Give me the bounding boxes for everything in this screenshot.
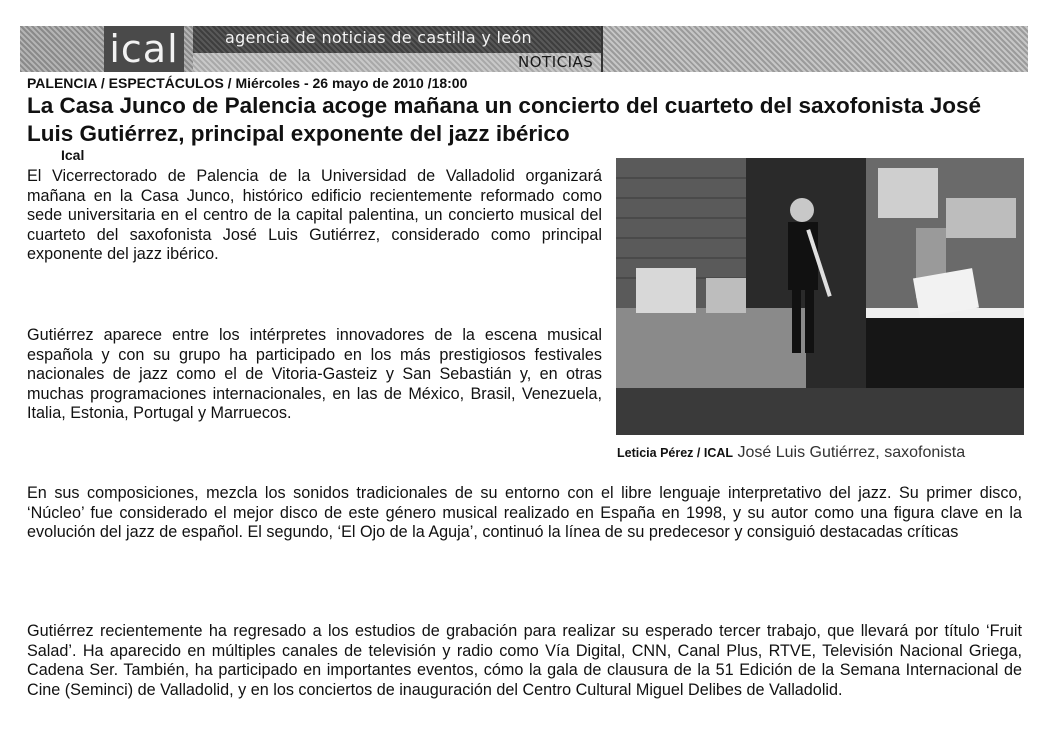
paragraph-3: En sus composiciones, mezcla los sonidos tradicionales de su entorno con el libre lenguaje interpretativo del jazz. Su primer disco, ‘Núcleo’ fue considerado el mejor disco de este género musical realizado en España en 1998, y su autor como una figura clave en la evolución del jazz de español. El segundo, ‘El Ojo de la Aguja’, continuó la línea de su predecesor y consiguió destacadas críticas [27,484,1022,541]
ical-logo: ical [104,26,184,72]
paragraph-1: El Vicerrectorado de Palencia de la Universidad de Valladolid organizará mañana en la Casa Junco, histórico edificio recientemente reformado como sede universitaria en el centro de la capital palentina, un concierto musical del cuarteto del saxofonista José Luis Gutiérrez, considerado como principal exponente del jazz ibérico. [27,167,602,263]
masthead [20,26,1028,72]
photo-caption [617,443,1027,463]
section-label: NOTICIAS [518,53,594,71]
photo-credit: Leticia Pérez / ICAL [617,446,734,460]
caption-text: José Luis Gutiérrez, saxofonista [737,444,966,461]
dateline: PALENCIA / ESPECTÁCULOS / Miércoles - 26 mayo de 2010 /18:00 [27,75,468,91]
article-photo [616,158,1024,435]
masthead-tagline: agencia de noticias de castilla y león [225,28,532,47]
paragraph-2: Gutiérrez aparece entre los intérpretes innovadores de la escena musical española y con su grupo ha participado en los más prestigiosos festivales nacionales de jazz como el de Vitoria-Gasteiz y San Sebastián y, en otras muchas programaciones internacionales, en las de México, Brasil, Venezuela, Italia, Estonia, Portugal y Marruecos. [27,326,602,422]
headline: La Casa Junco de Palencia acoge mañana un concierto del cuarteto del saxofonista José Luis Gutiérrez, principal exponente del jazz ibérico [27,93,982,146]
byline: Ical [61,147,85,163]
masthead-pattern-right [603,26,1028,72]
photo-illustration [616,158,1024,435]
paragraph-4: Gutiérrez recientemente ha regresado a los estudios de grabación para realizar su esperado tercer trabajo, que llevará por título ‘Fruit Salad’. Ha aparecido en múltiples canales de televisión y radio como Vía Digital, CNN, Canal Plus, RTVE, Televisión Nacional Griega, Cadena Ser. También, ha participado en importantes eventos, cómo la gala de clausura de la 51 Edición de la Semana Internacional de Cine (Seminci) de Valladolid, y en los conciertos de inauguración del Centro Cultural Miguel Delibes de Valladolid. [27,622,1022,699]
